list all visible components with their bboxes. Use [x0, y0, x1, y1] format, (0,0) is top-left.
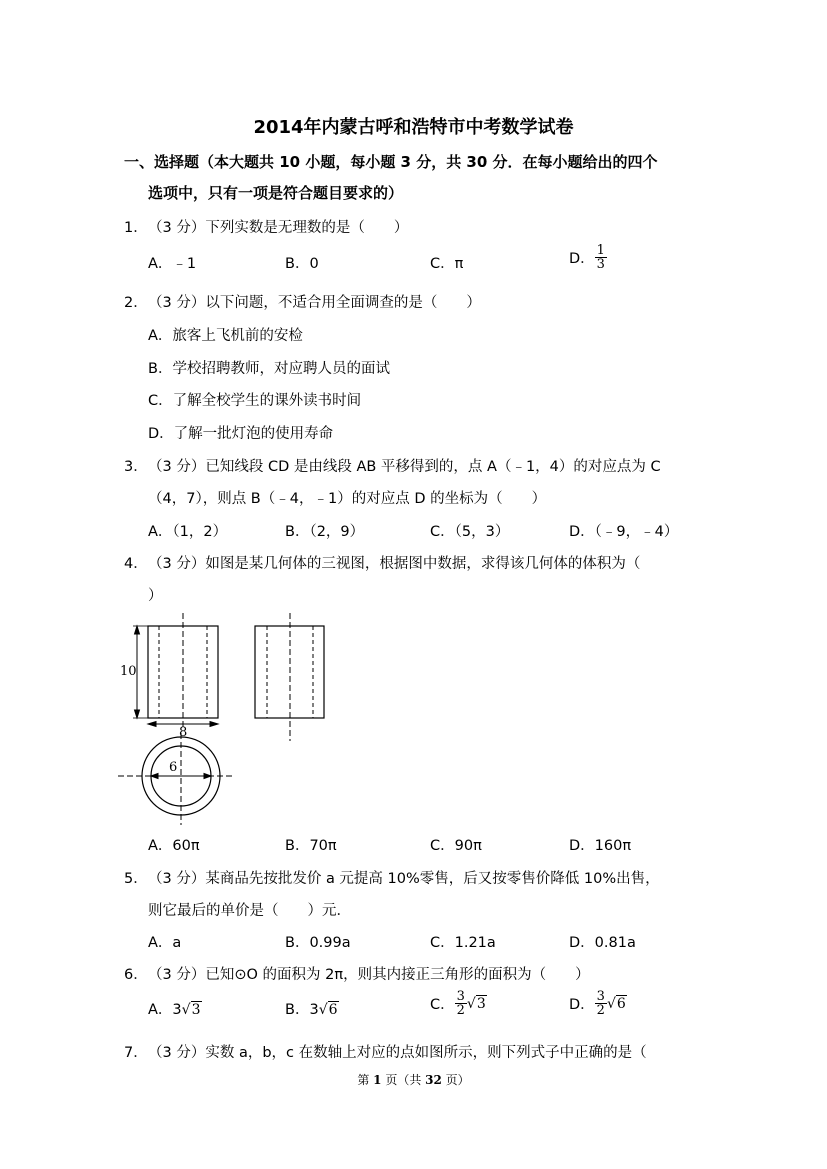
arrow-head [151, 774, 158, 779]
page-title: 2014年内蒙古呼和浩特市中考数学试卷 [253, 117, 574, 138]
fraction-numerator: 3 [456, 989, 465, 1004]
arrow-head [204, 774, 211, 779]
fraction [595, 990, 607, 1017]
question-7-number: 7． [124, 1045, 148, 1061]
option-value: 0.99a [309, 935, 351, 951]
option-label: C． [430, 838, 455, 854]
square-root: √3 [181, 1002, 201, 1018]
option-value: 160π [594, 838, 632, 854]
question-2-option-d [148, 422, 333, 443]
question-4-option-c [430, 834, 482, 855]
option-label: D． [569, 935, 595, 951]
option-label: C． [430, 935, 455, 951]
question-4-number: 4． [124, 556, 148, 572]
question-5-option-b [285, 931, 351, 952]
front-view [133, 613, 218, 728]
radicand: 3 [476, 995, 486, 1012]
option-label: B． [285, 1002, 310, 1018]
page-footer [0, 1071, 827, 1088]
question-2-number: 2． [124, 295, 148, 311]
question-1-option-a [148, 252, 196, 273]
option-value: 0 [309, 256, 319, 272]
arrow-head [135, 626, 140, 634]
question-6-number: 6． [124, 967, 148, 983]
fraction-denominator: 2 [596, 1003, 605, 1018]
coefficient: 3 [309, 1002, 319, 1018]
option-value: （2，9） [309, 524, 365, 540]
question-1-text: （3 分）下列实数是无理数的是（ ） [148, 220, 409, 236]
question-4-option-a [148, 834, 200, 855]
question-7-text: （3 分）实数 a，b，c 在数轴上对应的点如图所示，则下列式子中正确的是（ [148, 1045, 647, 1061]
arrow-head [210, 722, 218, 727]
inner-diameter-label: 6 [169, 760, 178, 775]
footer-suffix: 页） [441, 1073, 470, 1087]
option-label: D． [148, 426, 174, 442]
question-5-text-line2: 则它最后的单价是（ ）元． [148, 903, 351, 919]
width-label: 8 [179, 725, 188, 740]
question-1-option-d [569, 244, 607, 271]
option-label: D． [569, 997, 595, 1013]
footer-total-pages: 32 [425, 1073, 442, 1087]
question-3-option-d [569, 520, 678, 541]
option-label: B． [148, 361, 173, 377]
question-6-option-c [430, 990, 487, 1017]
option-label: B． [285, 256, 310, 272]
question-6-option-d [569, 990, 627, 1017]
option-label: A． [148, 524, 173, 540]
option-label: B． [285, 838, 310, 854]
question-2-option-b [148, 357, 390, 378]
question-5-text-line1: （3 分）某商品先按批发价 a 元提高 10%零售，后又按零售价降低 10%出售， [148, 871, 660, 887]
question-3-option-a [148, 520, 227, 541]
question-5-number: 5． [124, 871, 148, 887]
option-value: 学校招聘教师，对应聘人员的面试 [172, 361, 390, 377]
option-label: A． [148, 935, 173, 951]
question-2-text: （3 分）以下问题，不适合用全面调查的是（ ） [148, 295, 481, 311]
square-root: √3 [466, 995, 486, 1012]
option-label: D． [569, 251, 595, 267]
option-value: 旅客上飞机前的安检 [172, 328, 303, 344]
fraction [595, 244, 607, 271]
radicand: 6 [328, 1002, 338, 1018]
footer-page-number: 1 [373, 1073, 382, 1087]
option-label: A． [148, 838, 173, 854]
option-value: 70π [309, 838, 337, 854]
fraction-denominator: 3 [596, 257, 605, 272]
footer-prefix: 第 [357, 1073, 374, 1087]
option-value: 0.81a [594, 935, 636, 951]
question-6-text: （3 分）已知⊙O 的面积为 2π，则其内接正三角形的面积为（ ） [148, 967, 590, 983]
option-label: C． [430, 524, 455, 540]
option-label: C． [148, 393, 173, 409]
question-5-option-d [569, 931, 636, 952]
coefficient: 3 [172, 1002, 182, 1018]
fraction-numerator: 3 [596, 989, 605, 1004]
question-4-text-line2: ） [148, 588, 163, 604]
square-root: √6 [606, 995, 626, 1012]
question-3-text-line2: （4，7），则点 B（﹣4，﹣1）的对应点 D 的坐标为（ ） [148, 491, 547, 507]
option-label: D． [569, 524, 595, 540]
option-value: （﹣9，﹣4） [594, 524, 679, 540]
question-6-option-a [148, 998, 202, 1019]
section-heading-line1: 一、选择题（本大题共 10 小题，每小题 3 分，共 30 分．在每小题给出的四个 [124, 153, 658, 171]
height-label: 10 [120, 664, 137, 679]
option-value: π [454, 256, 464, 272]
option-value: 了解一批灯泡的使用寿命 [173, 426, 334, 442]
square-root: √6 [318, 1002, 338, 1018]
question-4-option-d [569, 834, 631, 855]
option-value: ﹣1 [172, 256, 197, 272]
question-5-option-a [148, 931, 181, 952]
option-value: 1.21a [454, 935, 496, 951]
option-label: C． [430, 997, 455, 1013]
question-2-option-c [148, 389, 361, 410]
option-label: B． [285, 524, 310, 540]
option-label: A． [148, 328, 173, 344]
question-6-option-b [285, 998, 339, 1019]
top-view [115, 733, 235, 825]
option-value: （5，3） [454, 524, 510, 540]
fraction-denominator: 2 [456, 1003, 465, 1018]
fraction [455, 990, 467, 1017]
option-value: （1，2） [172, 524, 228, 540]
question-3-number: 3． [124, 459, 148, 475]
question-2-option-a [148, 324, 303, 345]
arrow-head [148, 722, 156, 727]
question-5-option-c [430, 931, 496, 952]
radicand: 3 [191, 1002, 201, 1018]
question-3-option-c [430, 520, 509, 541]
question-3-text-line1: （3 分）已知线段 CD 是由线段 AB 平移得到的，点 A（﹣1，4）的对应点为 C [148, 459, 661, 475]
question-1-option-b [285, 252, 319, 273]
option-label: A． [148, 256, 173, 272]
option-value: a [172, 935, 182, 951]
question-1-option-c [430, 252, 463, 273]
fraction-numerator: 1 [596, 243, 605, 258]
option-label: C． [430, 256, 455, 272]
footer-middle: 页（共 [381, 1073, 426, 1087]
option-value: 60π [172, 838, 200, 854]
side-view [255, 613, 324, 741]
question-4-text-line1: （3 分）如图是某几何体的三视图，根据图中数据，求得该几何体的体积为（ [148, 556, 641, 572]
option-value: 了解全校学生的课外读书时间 [172, 393, 362, 409]
option-value: 90π [454, 838, 482, 854]
question-3-option-b [285, 520, 364, 541]
question-1-number: 1． [124, 220, 148, 236]
option-label: D． [569, 838, 595, 854]
question-4-option-b [285, 834, 337, 855]
option-label: A． [148, 1002, 173, 1018]
option-label: B． [285, 935, 310, 951]
radicand: 6 [616, 995, 626, 1012]
section-heading-line2: 选项中，只有一项是符合题目要求的） [148, 184, 404, 202]
arrow-head [135, 710, 140, 718]
three-views-figure [115, 605, 335, 830]
